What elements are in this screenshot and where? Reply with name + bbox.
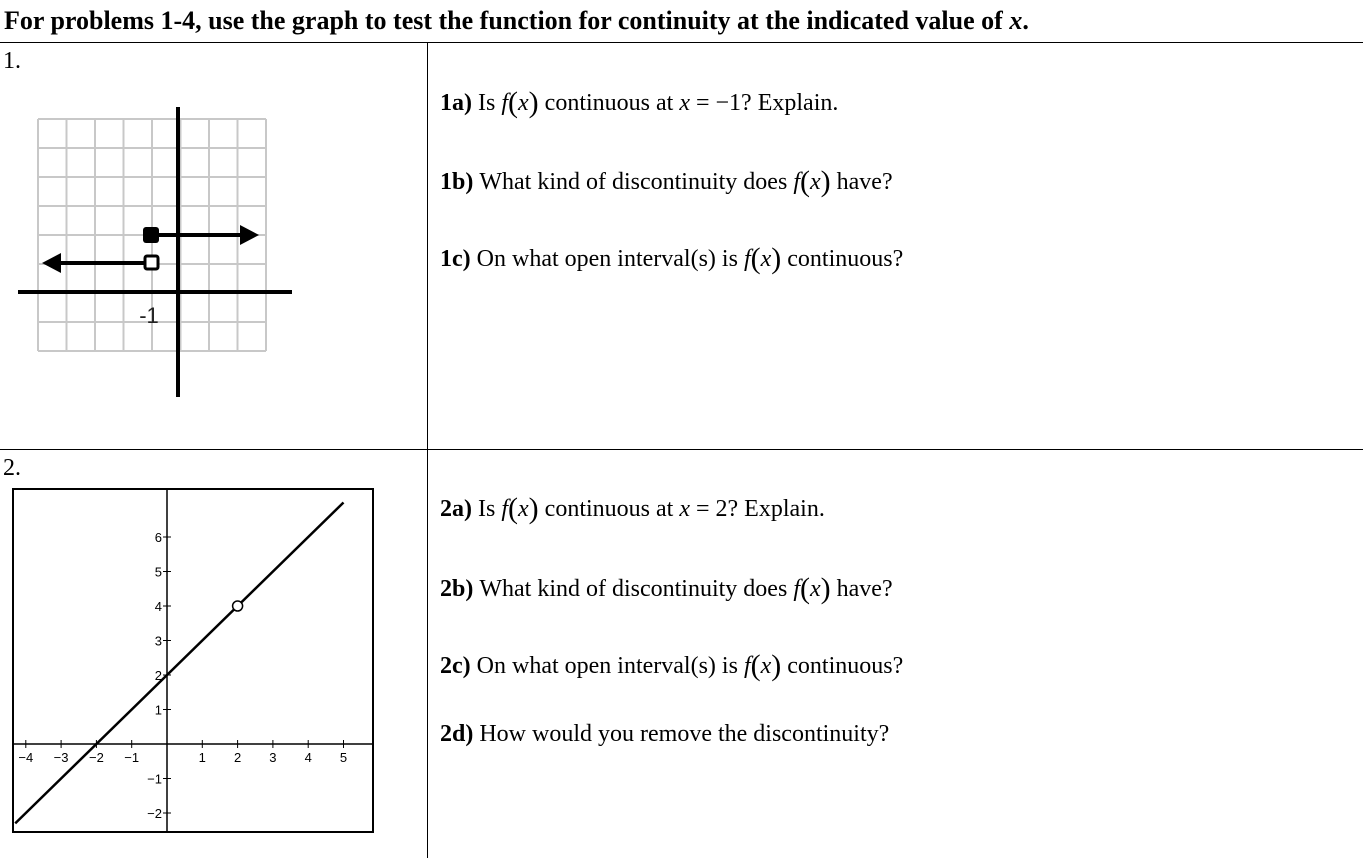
x-tick-label: 5 [339, 750, 348, 765]
x-tick-label: −1 [124, 750, 140, 765]
y-tick-label: 4 [154, 599, 162, 614]
question-1a: 1a) Is f(x) continuous at x = −1? Explain. [440, 86, 839, 119]
question-1a-post: continuous at [538, 90, 680, 116]
question-1a-pre: Is [478, 90, 502, 116]
question-2b-post: have? [830, 576, 893, 602]
question-1b-argument: x [809, 169, 821, 195]
table-top-border [0, 42, 1363, 43]
x-tick-label: −4 [18, 750, 34, 765]
question-1b: 1b) What kind of discontinuity does f(x) have? [440, 165, 893, 198]
question-1b-pre: What kind of discontinuity does [479, 169, 794, 195]
question-2a-argument: x [518, 496, 529, 522]
graph-1-right-arrowhead [240, 225, 259, 245]
question-2a-label: 2a) [440, 496, 472, 522]
problem-1-number: 1. [3, 48, 21, 74]
question-1c: 1c) On what open interval(s) is f(x) continuous? [440, 242, 904, 275]
question-2d-pre: How would you remove the discontinuity? [479, 721, 890, 747]
question-2c-function: f [743, 653, 751, 679]
y-tick-label: −2 [147, 806, 162, 821]
question-2c: 2c) On what open interval(s) is f(x) continuous? [440, 649, 904, 682]
question-1b-function: f [793, 169, 800, 195]
x-tick-label: 1 [198, 750, 206, 765]
question-1b-label: 1b) [440, 169, 474, 195]
question-1c-label: 1c) [440, 246, 471, 272]
question-1a-argument: x [518, 90, 529, 116]
y-tick-label: 3 [154, 633, 162, 649]
header-text: For problems 1-4, use the graph to test the function for continuity at the indicated value of [4, 6, 1010, 35]
problem-2-graph [10, 486, 380, 838]
question-2b-argument: x [809, 576, 821, 602]
problem-1-graph [15, 105, 315, 405]
graph-2-line [15, 503, 343, 824]
header-variable: x [1009, 6, 1023, 35]
question-1c-post: continuous? [781, 246, 904, 272]
y-tick-label: −1 [147, 771, 162, 787]
x-tick-label: −3 [53, 750, 69, 765]
y-tick-label: 2 [154, 668, 162, 683]
question-1c-function: f [743, 246, 751, 272]
question-2d [440, 721, 889, 748]
question-2a-function: f [501, 496, 509, 522]
question-2c-pre: On what open interval(s) is [476, 653, 744, 679]
y-tick-label: 1 [154, 702, 162, 718]
page-title [4, 6, 1029, 36]
question-1c-argument: x [760, 246, 772, 272]
question-2a-cond-rest: = 2? Explain. [689, 496, 825, 522]
header-period: . [1022, 6, 1029, 35]
question-1a-label: 1a) [440, 90, 472, 116]
x-tick-label: 4 [304, 750, 312, 765]
question-2c-post: continuous? [781, 653, 904, 679]
x-tick-label: 2 [233, 750, 242, 765]
graph-1-open-point [145, 256, 158, 269]
table-column-divider [427, 42, 428, 858]
graph-2-frame [13, 489, 373, 832]
question-1a-cond-rest: = −1? Explain. [689, 90, 839, 116]
graph-2-hole-point [233, 601, 243, 611]
question-2d-label: 2d) [440, 721, 474, 747]
graph-1-left-arrowhead [42, 253, 61, 273]
problem-2-number: 2. [3, 455, 21, 481]
y-tick-label: 5 [154, 564, 162, 580]
question-2c-label: 2c) [440, 653, 471, 679]
question-2b-pre: What kind of discontinuity does [479, 576, 794, 602]
question-2a-pre: Is [478, 496, 502, 522]
x-tick-label: −2 [88, 750, 104, 765]
x-tick-label: 3 [269, 750, 277, 765]
table-row-divider [0, 449, 1363, 450]
question-2a-cond-var: x [679, 496, 690, 522]
question-2a: 2a) Is f(x) continuous at x = 2? Explain. [440, 492, 825, 525]
question-2b: 2b) What kind of discontinuity does f(x) have? [440, 572, 893, 605]
question-2a-post: continuous at [538, 496, 680, 522]
graph-1-tick-label: -1 [139, 303, 159, 328]
question-1c-pre: On what open interval(s) is [476, 246, 744, 272]
graph-1-closed-point [143, 227, 159, 243]
question-2b-function: f [793, 576, 800, 602]
question-1b-post: have? [830, 169, 893, 195]
question-2b-label: 2b) [440, 576, 474, 602]
question-1a-cond-var: x [679, 90, 690, 116]
y-tick-label: 6 [154, 530, 162, 545]
question-2c-argument: x [760, 653, 772, 679]
question-1a-function: f [501, 90, 509, 116]
